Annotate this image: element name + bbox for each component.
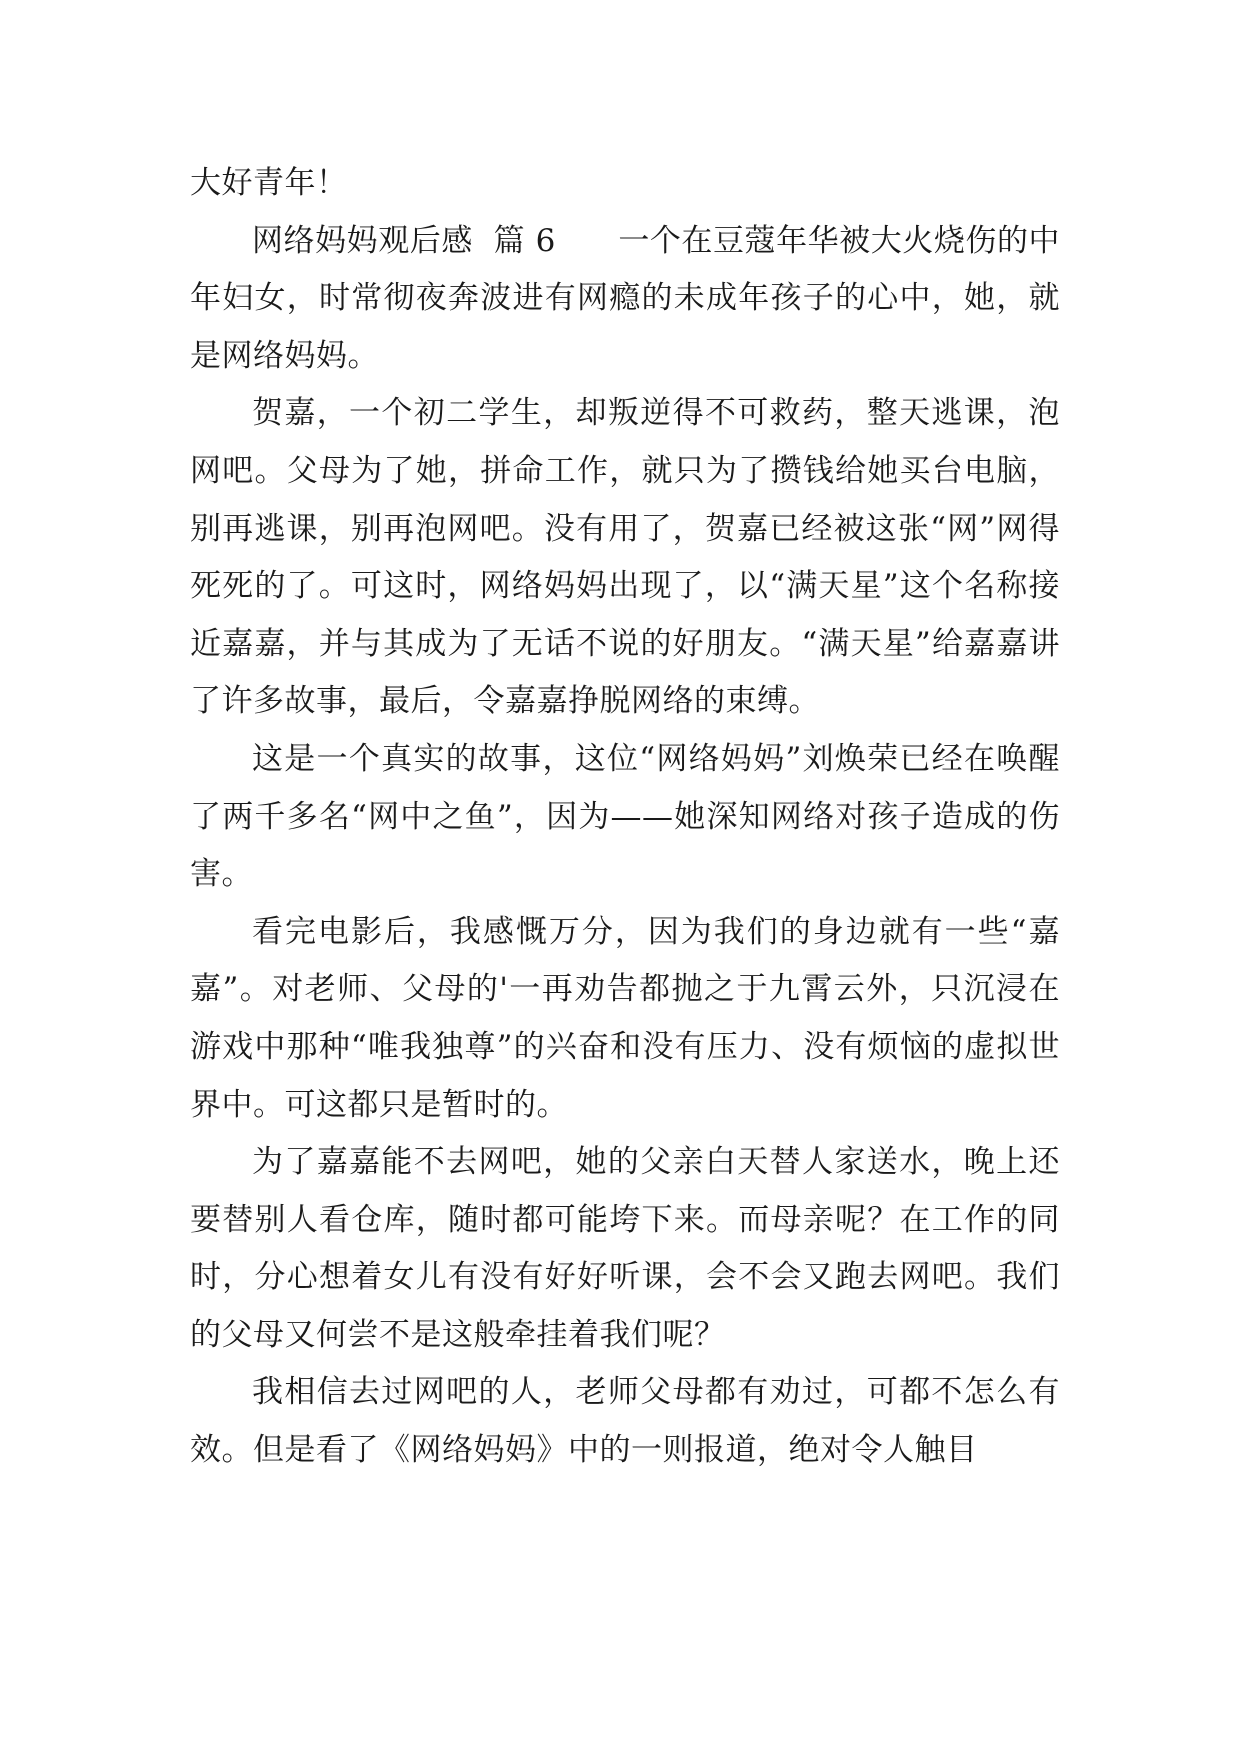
- paragraph-story: 贺嘉，一个初二学生，却叛逆得不可救药，整天逃课，泡网吧。父母为了她，拼命工作，就只为了攒钱给她买台电脑，别再逃课，别再泡网吧。没有用了，贺嘉已经被这张“网”网得死死的了。可这时，网络妈妈出现了，以“满天星”这个名称接近嘉嘉，并与其成为了无话不说的好朋友。“满天星”给嘉嘉讲了许多故事，最后，令嘉嘉挣脱网络的束缚。: [190, 395, 1060, 720]
- paragraph-report: 我相信去过网吧的人，老师父母都有劝过，可都不怎么有效。但是看了《网络妈妈》中的一则报道，绝对令人触目: [190, 1374, 1060, 1469]
- document-body: [190, 155, 1060, 1480]
- paragraph-true-story: 这是一个真实的故事，这位“网络妈妈”刘焕荣已经在唤醒了两千多名“网中之鱼”，因为——她深知网络对孩子造成的伤害。: [190, 740, 1060, 893]
- paragraph-essay-intro: [190, 213, 1060, 386]
- paragraph-parents: 为了嘉嘉能不去网吧，她的父亲白天替人家送水，晚上还要替别人看仓库，随时都可能垮下来。而母亲呢？在工作的同时，分心想着女儿有没有好好听课，会不会又跑去网吧。我们的父母又何尝不是这般牵挂着我们呢？: [190, 1144, 1060, 1353]
- paragraph-closing-line: 大好青年！: [190, 165, 348, 201]
- paragraph-reflection: 看完电影后，我感慨万分，因为我们的身边就有一些“嘉嘉”。对老师、父母的'一再劝告都抛之于九霄云外，只沉浸在游戏中那种“唯我独尊”的兴奋和没有压力、没有烦恼的虚拟世界中。可这都只是暂时的。: [190, 913, 1060, 1123]
- paragraph-text: 一个在豆蔻年华被大火烧伤的中年妇女，时常彻夜奔波进有网瘾的未成年孩子的心中，她，就是网络妈妈。: [190, 222, 1060, 374]
- essay-title: 网络妈妈观后感 篇 6: [252, 222, 619, 259]
